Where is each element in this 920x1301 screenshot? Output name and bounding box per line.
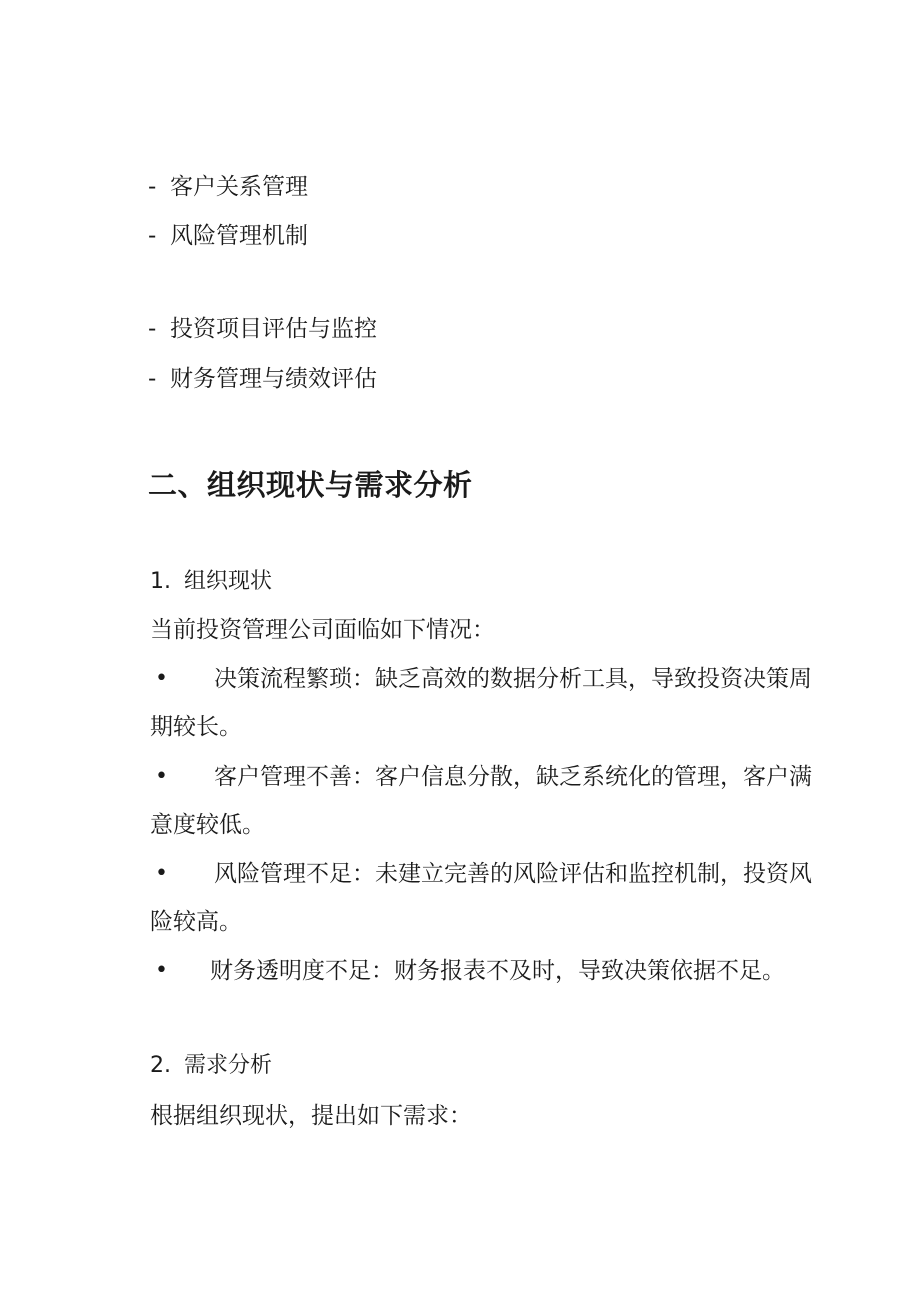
list-item — [148, 314, 377, 344]
bullet-text: 财务透明度不足：财务报表不及时，导致决策依据不足。 — [210, 958, 785, 984]
dash-marker: - — [148, 366, 157, 392]
section-heading: 二、组织现状与需求分析 — [148, 468, 473, 502]
bullet-marker: • — [155, 764, 168, 789]
list-item — [148, 364, 377, 394]
list-item-text: 风险管理机制 — [170, 223, 308, 249]
list-item — [148, 221, 308, 251]
bullet-text-continued: 期较长。 — [150, 714, 242, 740]
paragraph: 根据组织现状，提出如下需求： — [150, 1103, 472, 1129]
bullet-text-continued: 险较高。 — [150, 909, 242, 935]
dash-marker: - — [148, 316, 157, 342]
subsection-heading — [150, 567, 272, 597]
list-item-text: 投资项目评估与监控 — [170, 316, 377, 342]
list-item-text: 财务管理与绩效评估 — [170, 366, 377, 392]
subsection-title: 需求分析 — [184, 1053, 273, 1078]
subsection-number: 2. — [150, 1053, 171, 1078]
bullet-text: 决策流程繁琐：缺乏高效的数据分析工具，导致投资决策周 — [214, 666, 812, 692]
paragraph: 当前投资管理公司面临如下情况： — [150, 617, 495, 643]
dash-marker: - — [148, 174, 157, 200]
bullet-text: 客户管理不善：客户信息分散，缺乏系统化的管理，客户满 — [214, 764, 812, 790]
list-item-text: 客户关系管理 — [170, 174, 308, 200]
bullet-text-continued: 意度较低。 — [150, 812, 265, 838]
list-item — [148, 172, 308, 202]
bullet-marker: • — [155, 666, 168, 691]
bullet-marker: • — [155, 861, 168, 886]
bullet-text: 风险管理不足：未建立完善的风险评估和监控机制，投资风 — [214, 861, 812, 887]
subsection-title: 组织现状 — [184, 569, 273, 594]
dash-marker: - — [148, 223, 157, 249]
bullet-marker: • — [155, 958, 168, 983]
subsection-number: 1. — [150, 569, 171, 594]
subsection-heading — [150, 1051, 272, 1081]
